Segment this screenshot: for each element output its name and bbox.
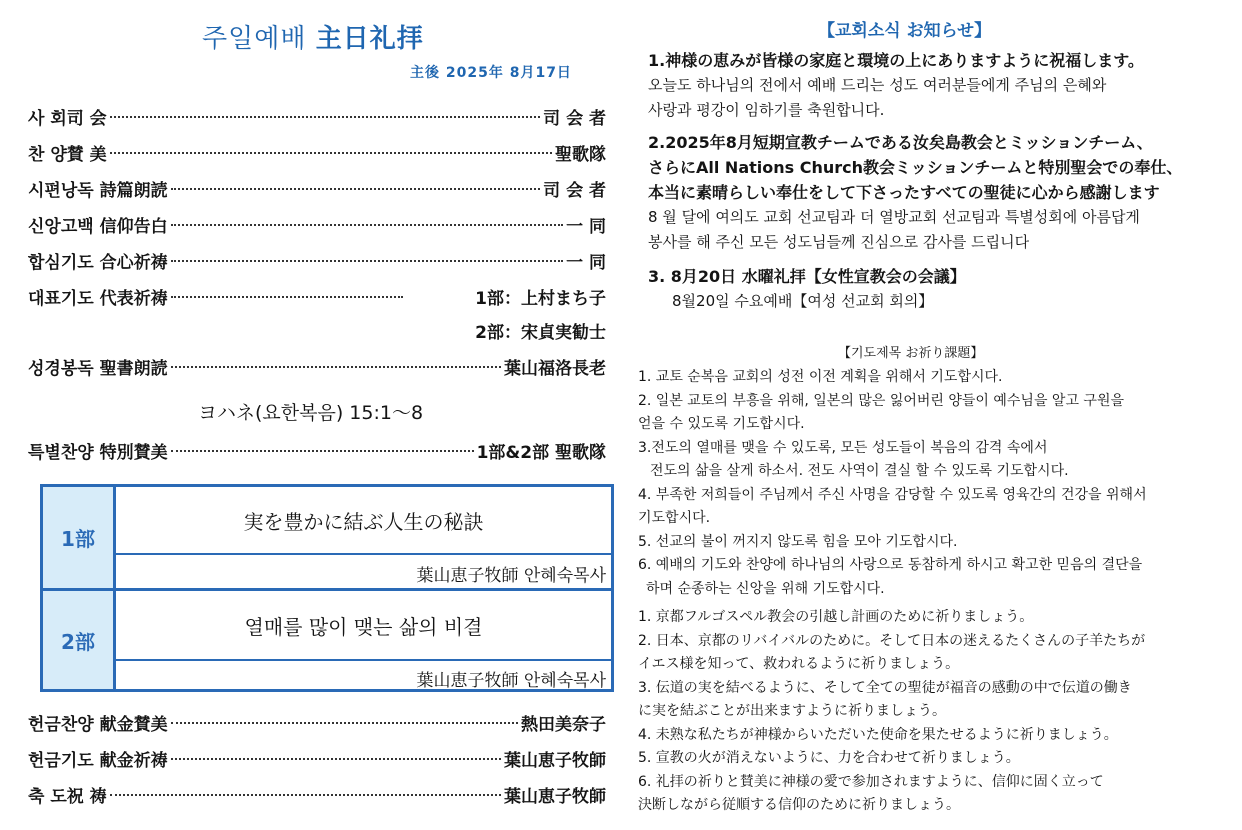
order-value: 1部&2部 聖歌隊 [476, 442, 606, 463]
order-label: 찬 양賛 美 [28, 144, 107, 165]
order-value: 司 会 者 [543, 108, 606, 129]
order-row [28, 282, 606, 310]
prayer-item: に実を結ぶことが出来ますように祈りましょう。 [638, 703, 946, 719]
prayer-item: 3. 伝道の実を結べるように、そして全ての聖徒が福音の感動の中で伝道の働き [638, 679, 1132, 696]
announcement-line: 2.2025年8月短期宣教チームである汝矣島教会とミッションチーム、 [648, 133, 1153, 152]
title-japanese: 主日礼拝 [315, 24, 424, 54]
order-label: 시편낭독 詩篇朗読 [28, 180, 168, 201]
announcement-line: さらにAll Nations Church教会ミッションチームと特別聖会での奉仕、 [648, 158, 1183, 177]
title-korean: 주일예배 [202, 24, 307, 54]
prayer-item: 하며 순종하는 신앙을 위해 기도합시다. [646, 580, 885, 597]
prayer-item: 전도의 삶을 살게 하소서. 전도 사역이 결실 할 수 있도록 기도합시다. [650, 463, 1069, 479]
announcement-line: 3. 8月20日 水曜礼拝【女性宣教会の会議】 [648, 267, 966, 286]
sermon-title: 열매를 많이 맺는 삶의 비결 [116, 591, 611, 661]
order-value: 葉山恵子牧師 [504, 750, 606, 771]
leader-dots [171, 366, 501, 368]
leader-dots [171, 758, 501, 760]
announcement-1 [648, 48, 1144, 123]
prayer-list-korean [638, 366, 1147, 601]
order-value: 1部：上村まち子 [475, 288, 606, 309]
leader-dots [171, 188, 541, 190]
leader-dots [110, 794, 501, 796]
sermon-title: 実を豊かに結ぶ人生の秘訣 [116, 487, 611, 555]
announcement-3 [648, 264, 966, 314]
order-of-service [22, 0, 612, 830]
order-label: 사 회司 会 [28, 108, 107, 129]
order-value: 一 同 [566, 252, 606, 273]
announcement-line: 오늘도 하나님의 전에서 예배 드리는 성도 여러분들에게 주님의 은혜와 [648, 76, 1107, 94]
order-label: 헌금찬양 献金賛美 [28, 714, 168, 735]
leader-dots [171, 722, 518, 724]
leader-dots [171, 224, 563, 226]
leader-dots [171, 260, 563, 262]
scripture-reference: ヨハネ(요한복음) 15:1～8 [198, 402, 424, 424]
leader-dots [171, 450, 474, 452]
order-row [28, 210, 606, 238]
prayer-item: 決断しながら従順する信仰のために祈りましょう。 [638, 797, 960, 813]
order-row [28, 138, 606, 166]
part-label: 1部 [43, 487, 116, 591]
prayer-header: 【기도제목 お祈り課題】 [838, 346, 984, 361]
order-label: 성경봉독 聖書朗読 [28, 358, 168, 379]
order-row [28, 352, 606, 380]
order-row [28, 708, 606, 736]
order-value: 葉山福洛長老 [504, 358, 606, 379]
order-label: 신앙고백 信仰告白 [28, 216, 168, 237]
page-title [202, 18, 424, 55]
announcement-line: 8월20일 수요예배【여성 선교회 회의】 [672, 292, 934, 310]
order-value: 熱田美奈子 [521, 714, 606, 735]
announcements-panel [638, 0, 1228, 830]
announcement-line: 1.神様の恵みが皆様の家庭と環境の上にありますように祝福します。 [648, 51, 1144, 70]
order-row [28, 316, 606, 344]
order-value: 聖歌隊 [555, 144, 606, 165]
prayer-item: 3.전도의 열매를 맺을 수 있도록, 모든 성도들이 복음의 감격 속에서 [638, 439, 1048, 456]
prayer-item: 2. 일본 교토의 부흥을 위해, 일본의 많은 잃어버린 양들이 예수님을 알고 구원을 [638, 392, 1125, 409]
announcement-line: 8 월 달에 여의도 교회 선교팀과 더 열방교회 선교팀과 특별성회에 아름답게 [648, 208, 1140, 226]
prayer-item: 얻을 수 있도록 기도합시다. [638, 416, 805, 432]
order-value: 一 同 [566, 216, 606, 237]
leader-dots [110, 152, 552, 154]
order-row [28, 436, 606, 464]
prayer-item: 6. 礼拝の祈りと賛美に神様の愛で参加されますように、信仰に固く立って [638, 773, 1104, 790]
prayer-item: イエス様を知って、救われるように祈りましょう。 [638, 656, 960, 672]
order-label: 축 도祝 祷 [28, 786, 107, 807]
announcements-header: 【교회소식 お知らせ】 [818, 21, 992, 41]
prayer-item: 6. 예배의 기도와 찬양에 하나님의 사랑으로 동참하게 하시고 확고한 믿음의 결단을 [638, 557, 1143, 573]
prayer-list-japanese [638, 606, 1145, 818]
prayer-item: 5. 선교의 불이 꺼지지 않도록 힘을 모아 기도합시다. [638, 533, 958, 550]
order-row [28, 780, 606, 808]
service-date: 主後 2025年 8月17日 [410, 65, 572, 81]
order-value: 司 会 者 [543, 180, 606, 201]
prayer-item: 2. 日本、京都のリバイバルのために。そして日本の迷えるたくさんの子羊たちが [638, 632, 1146, 649]
announcement-line: 사랑과 평강이 임하기를 축원합니다. [648, 101, 885, 119]
order-row [28, 174, 606, 202]
part-label: 2部 [43, 591, 116, 689]
sermon-speaker: 葉山恵子牧師 안혜숙목사 [416, 671, 606, 691]
prayer-item: 기도합시다. [638, 510, 711, 526]
order-label: 합심기도 合心祈祷 [28, 252, 168, 273]
prayer-item: 5. 宣教の火が消えないように、力を合わせて祈りましょう。 [638, 750, 1020, 766]
order-label: 대표기도 代表祈祷 [28, 288, 168, 309]
leader-dots [110, 116, 540, 118]
announcement-2 [648, 130, 1182, 255]
prayer-item: 4. 부족한 저희들이 주님께서 주신 사명을 감당할 수 있도록 영육간의 건강을 위해서 [638, 486, 1147, 503]
order-value: 葉山恵子牧師 [504, 786, 606, 807]
announcement-line: 本当に素晴らしい奉仕をして下さったすべての聖徒に心から感謝します [648, 183, 1160, 202]
announcement-line: 봉사를 해 주신 모든 성도님들께 진심으로 감사를 드립니다 [648, 233, 1030, 251]
order-row [28, 744, 606, 772]
order-row [28, 246, 606, 274]
order-label: 헌금기도 献金祈祷 [28, 750, 168, 771]
prayer-item: 1. 京都フルゴスペル教会の引越し計画のために祈りましょう。 [638, 609, 1034, 625]
order-value: 2部：宋貞実勧士 [475, 322, 606, 343]
prayer-item: 4. 未熟な私たちが神様からいただいた使命を果たせるように祈りましょう。 [638, 726, 1118, 743]
prayer-item: 1. 교토 순복음 교회의 성전 이전 계획을 위해서 기도합시다. [638, 369, 1003, 385]
sermon-box [40, 484, 614, 692]
order-label: 특별찬양 特別賛美 [28, 442, 168, 463]
order-row [28, 102, 606, 130]
leader-dots [171, 296, 403, 298]
sermon-speaker: 葉山恵子牧師 안혜숙목사 [416, 566, 606, 586]
